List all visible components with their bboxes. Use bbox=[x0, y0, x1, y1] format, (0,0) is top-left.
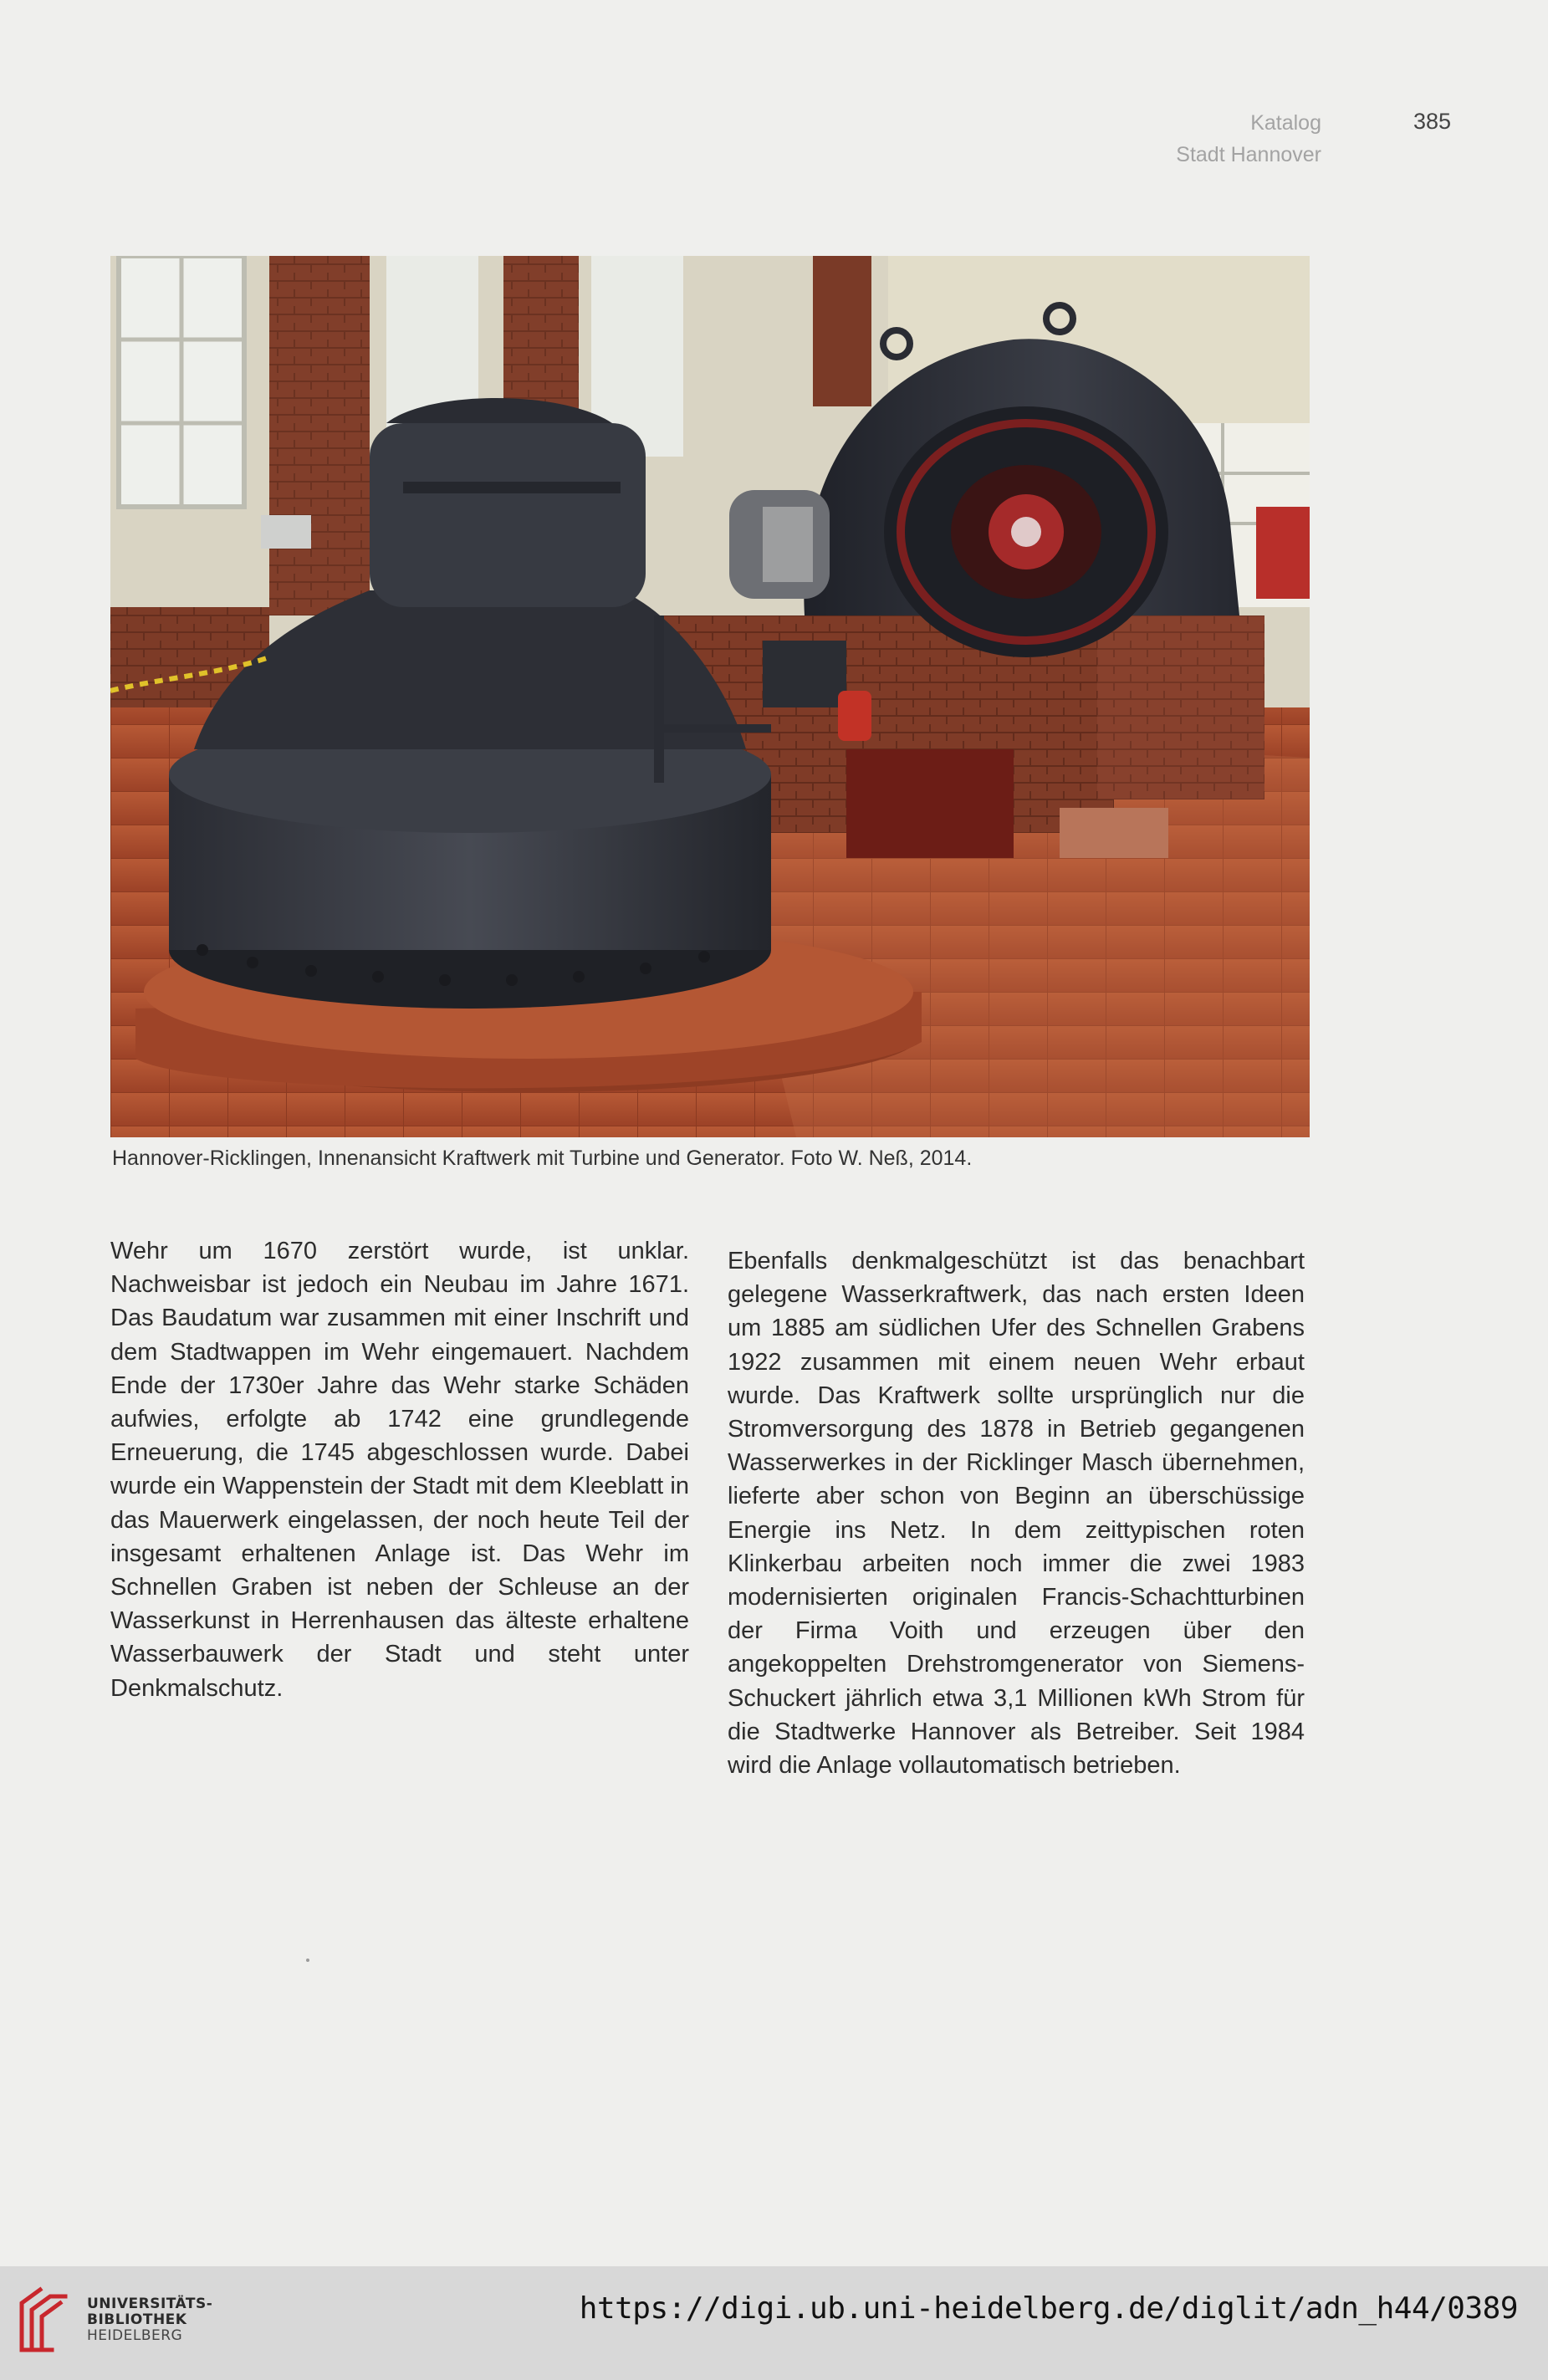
page-speck bbox=[306, 1959, 309, 1962]
running-subtitle: Stadt Hannover bbox=[1176, 143, 1321, 166]
library-name-line1: UNIVERSITÄTS- bbox=[87, 2296, 213, 2312]
body-text-left-column: Wehr um 1670 zerstört wurde, ist unklar. Nachweisbar ist jedoch ein Neubau im Jahre 1671. Das Baudatum war zusammen mit einer Inschrift und dem Stadtwappen im Wehr eingemauert. Nachdem Ende der 1730er Jahre das Wehr starke Schäden aufwies, erfolgte ab 1742 eine grundlegende Erneuerung, die 1745 abgeschlossen wurde. Dabei wurde ein Wappenstein der Stadt mit dem Kleeblatt in das Mauerwerk eingelassen, der noch heute Teil der insgesamt erhaltenen Anlage ist. Das Wehr im Schnellen Graben ist neben der Schleuse an der Wasserkunst in Herrenhausen das älteste erhaltene Wasserbauwerk der Stadt und steht unter Denkmalschutz. bbox=[110, 1238, 689, 1702]
body-text-right-column: Ebenfalls denkmalgeschützt ist das benachbart gelegene Wasserkraftwerk, das nach ersten Ideen um 1885 am südlichen Ufer des Schnellen Grabens 1922 zusammen mit einem neuen Wehr erbaut wurde. Das Kraftwerk sollte ursprünglich nur die Stromversorgung des 1878 in Betrieb gegangenen Wasserwerkes in der Ricklinger Masch übernehmen, lieferte aber schon von Beginn an überschüssige Energie ins Netz. In dem zeittypischen roten Klinkerbau arbeiten noch immer die zwei 1983 modernisierten originalen Francis-Schachtturbinen der Firma Voith und erzeugen über den angekoppelten Drehstromgenerator von Siemens-Schuckert jährlich etwa 3,1 Millionen kWh Strom für die Stadtwerke Hannover als Betreiber. Seit 1984 wird die Anlage vollautomatisch betrieben. bbox=[728, 1248, 1305, 1780]
page-number: 385 bbox=[1413, 109, 1452, 134]
digitization-footer bbox=[0, 2266, 1548, 2380]
library-name-line2: BIBLIOTHEK bbox=[87, 2311, 187, 2328]
library-name-line3: HEIDELBERG bbox=[87, 2327, 183, 2344]
photo-illustration bbox=[110, 256, 1310, 1137]
turbine-generator-photo bbox=[110, 256, 1310, 1137]
running-head bbox=[1087, 107, 1321, 171]
ub-heidelberg-logo-icon bbox=[15, 2285, 75, 2357]
running-title: Katalog bbox=[1250, 111, 1321, 135]
photo-caption: Hannover-Ricklingen, Innenansicht Kraftwerk mit Turbine und Generator. Foto W. Neß, 2014. bbox=[112, 1147, 973, 1170]
library-name bbox=[87, 2296, 212, 2344]
source-url[interactable]: https://digi.ub.uni-heidelberg.de/diglit/adn_h44/0389 bbox=[579, 2291, 1518, 2326]
